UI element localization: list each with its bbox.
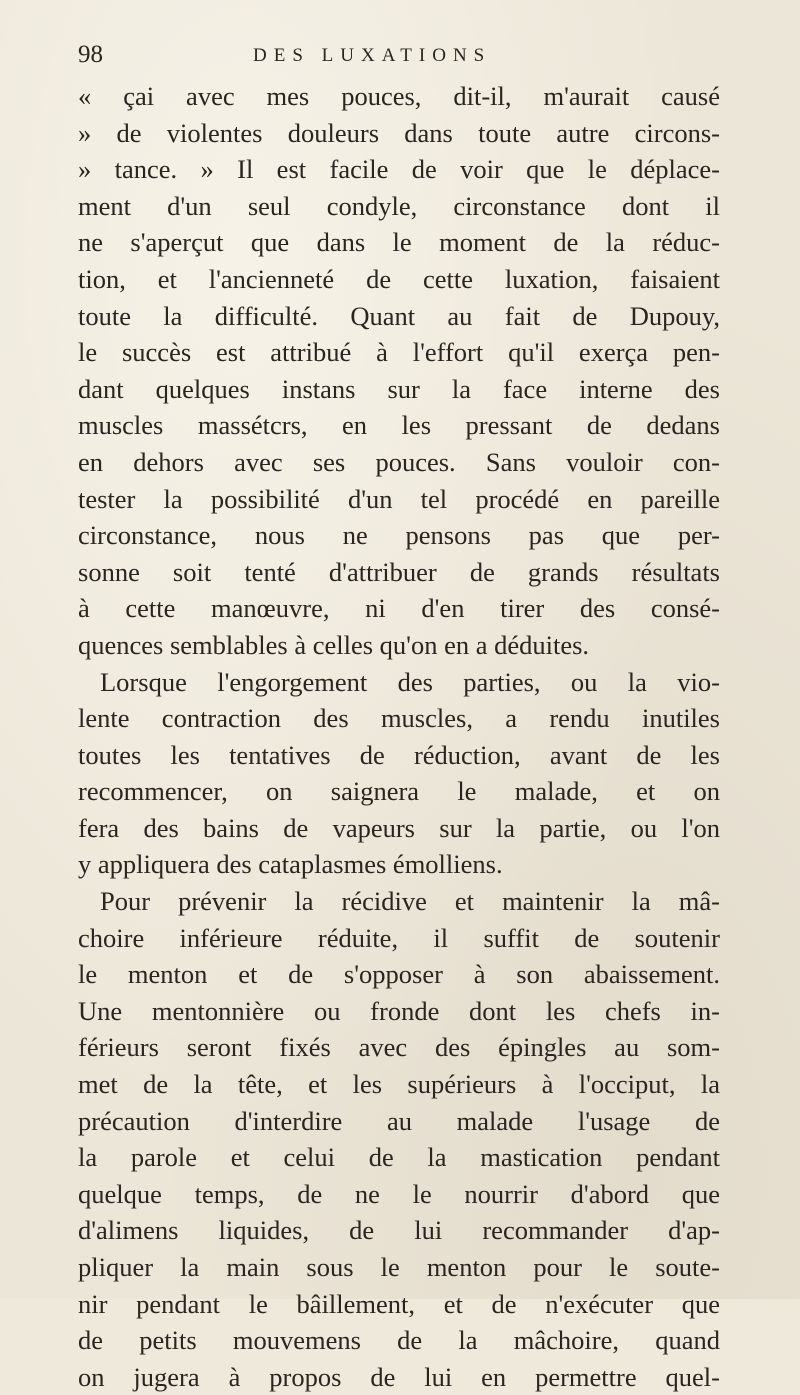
text-line: le succès est attribué à l'effort qu'il exerça pen- — [78, 337, 720, 368]
text-line: quences semblables à celles qu'on en a déduites. — [78, 629, 590, 660]
text-line: ne s'aperçut que dans le moment de la réduc- — [78, 227, 720, 258]
text-line: d'alimens liquides, de lui recommander d'ap- — [78, 1215, 720, 1246]
text-line: le menton et de s'opposer à son abaissement. — [78, 959, 720, 990]
text-line: tester la possibilité d'un tel procédé en pareille — [78, 483, 720, 514]
text-line: lente contraction des muscles, a rendu inutiles — [78, 703, 720, 734]
text-line: férieurs seront fixés avec des épingles au som- — [78, 1032, 720, 1063]
text-line: on jugera à propos de lui en permettre quel- — [78, 1361, 720, 1392]
text-line: nir pendant le bâillement, et de n'exécuter que — [78, 1288, 720, 1319]
text-line: pliquer la main sous le menton pour le soute- — [78, 1252, 720, 1282]
page-number: 98 — [78, 41, 103, 68]
text-line: sonne soit tenté d'attribuer de grands résultats — [78, 556, 720, 587]
text-line: » tance. » Il est facile de voir que le déplace- — [78, 154, 720, 185]
text-line: en dehors avec ses pouces. Sans vouloir con- — [78, 446, 720, 477]
text-line: de petits mouvemens de la mâchoire, quand — [78, 1325, 720, 1356]
text-line: circonstance, nous ne pensons pas que per- — [78, 520, 720, 551]
text-line: fera des bains de vapeurs sur la partie, ou l'on — [78, 812, 720, 843]
page-heading: DES LUXATIONS — [253, 45, 492, 66]
text-line: toutes les tentatives de réduction, avant de les — [78, 739, 720, 770]
text-line: choire inférieure réduite, il suffit de soutenir — [78, 922, 720, 953]
text-line: quelque temps, de ne le nourrir d'abord que — [78, 1178, 720, 1209]
text-line: tion, et l'ancienneté de cette luxation, faisaient — [78, 263, 720, 294]
text-line: toute la difficulté. Quant au fait de Dupouy, — [78, 300, 720, 331]
running-head — [78, 38, 718, 72]
text-line: « çai avec mes pouces, dit-il, m'aurait causé — [78, 81, 720, 111]
text-line: à cette manœuvre, ni d'en tirer des consé- — [78, 593, 720, 624]
text-line: Une mentonnière ou fronde dont les chefs in- — [78, 995, 720, 1026]
text-line: y appliquera des cataplasmes émolliens. — [78, 849, 503, 880]
text-line: ment d'un seul condyle, circonstance dont il — [78, 190, 720, 221]
text-line: précaution d'interdire au malade l'usage de — [78, 1105, 720, 1136]
text-body — [78, 78, 720, 1395]
text-line: met de la tête, et les supérieurs à l'occiput, la — [78, 1069, 720, 1100]
text-line: Lorsque l'engorgement des parties, ou la vio- — [100, 666, 720, 697]
text-line: la parole et celui de la mastication pendant — [78, 1142, 720, 1173]
text-line: muscles massétcrs, en les pressant de dedans — [78, 410, 720, 441]
text-line: dant quelques instans sur la face interne des — [78, 373, 720, 404]
text-line: Pour prévenir la récidive et maintenir la mâ- — [100, 886, 720, 917]
text-line: » de violentes douleurs dans toute autre circons- — [78, 117, 720, 148]
text-line: recommencer, on saignera le malade, et on — [78, 776, 720, 807]
